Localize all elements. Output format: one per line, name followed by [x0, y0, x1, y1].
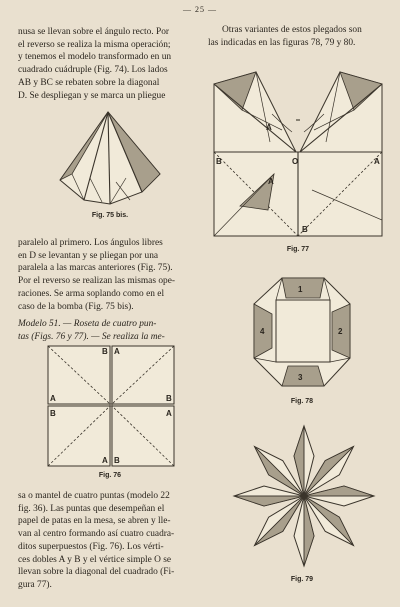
text-line: ces dobles A y B y el vértice simple O se	[18, 554, 172, 565]
text-line: gura 77).	[18, 579, 52, 590]
figure-78	[252, 276, 352, 388]
figure-77	[212, 70, 384, 238]
caption-fig-76: Fig. 76	[98, 472, 122, 479]
fig76-label: B	[114, 456, 120, 465]
fig77-label: B	[216, 157, 222, 166]
text-line: cuadrado cuádruple (Fig. 74). Los lados	[18, 65, 168, 76]
fig77-label: A	[266, 123, 272, 132]
page-number: — 25 —	[183, 5, 217, 14]
left-bottom-paragraph	[18, 490, 198, 592]
text-line: sa o mantel de cuatro puntas (modelo 22	[18, 491, 170, 501]
fig77-label: A	[268, 177, 274, 186]
figure-75-bis	[50, 108, 170, 208]
fig76-label: A	[114, 347, 120, 356]
text-line: ditos superpuestos (Fig. 76). Los vérti-	[18, 541, 164, 552]
text-line: en D se levantan y se pliegan por una	[18, 250, 159, 261]
fig77-label: O	[292, 157, 299, 166]
left-mid-paragraph	[18, 237, 198, 313]
text-line: Por el reverso se realizan las mismas ope-	[18, 276, 175, 287]
fig78-label: 2	[338, 327, 343, 336]
figure-79	[232, 424, 376, 568]
fig76-label: B	[102, 347, 108, 356]
text-line: van al centro formando así cuatro cuadra-	[18, 529, 175, 540]
fig76-label: A	[50, 394, 56, 403]
fig78-label: 1	[298, 285, 303, 294]
left-top-paragraph	[18, 26, 198, 102]
text-line: y tenemos el modelo transformado en un	[18, 52, 172, 63]
caption-fig-79: Fig. 79	[290, 576, 314, 583]
text-line: llevan sobre la diagonal del cuadrado (Fi-	[18, 567, 175, 578]
caption-fig-77: Fig. 77	[286, 246, 310, 253]
text-line: AB y BC se rebaten sobre la diagonal	[18, 77, 160, 88]
text-line: el reverso se realiza la misma operación;	[18, 39, 171, 50]
fig77-label: B	[302, 225, 308, 234]
text-line: fig. 36). Las puntas que desempeñan el	[18, 503, 165, 514]
text-line: las indicadas en las figuras 78, 79 y 80.	[208, 37, 356, 48]
text-line: tas (Figs. 76 y 77). — Se realiza la me-	[18, 331, 165, 342]
text-line: paralela a las marcas anteriores (Fig. 75).	[18, 263, 173, 274]
text-line: D. Se despliegan y se marca un pliegue	[18, 90, 166, 101]
model-heading	[18, 318, 198, 343]
fig78-label: 3	[298, 373, 303, 382]
fig78-label: 4	[260, 327, 265, 336]
figure-76	[46, 344, 176, 468]
text-line: papel de patas en la mesa, se abren y lle-	[18, 516, 171, 527]
text-line: Modelo 51. — Roseta de cuatro pun-	[18, 319, 157, 329]
fig76-label: A	[102, 456, 108, 465]
fig76-label: B	[50, 409, 56, 418]
fig76-label: B	[166, 394, 172, 403]
caption-fig-75-bis: Fig. 75 bis.	[91, 212, 129, 219]
text-line: Otras variantes de estos plegados son	[222, 25, 362, 35]
text-line: paralelo al primero. Los ángulos libres	[18, 238, 163, 248]
fig76-label: A	[166, 409, 172, 418]
fig77-label: A	[374, 157, 380, 166]
text-line: nusa se llevan sobre el ángulo recto. Por	[18, 27, 169, 37]
text-line: raciones. Se arma soplando como en el	[18, 288, 165, 299]
caption-fig-78: Fig. 78	[290, 398, 314, 405]
right-top-paragraph	[208, 24, 390, 49]
text-line: caso de la bomba (Fig. 75 bis).	[18, 301, 134, 312]
